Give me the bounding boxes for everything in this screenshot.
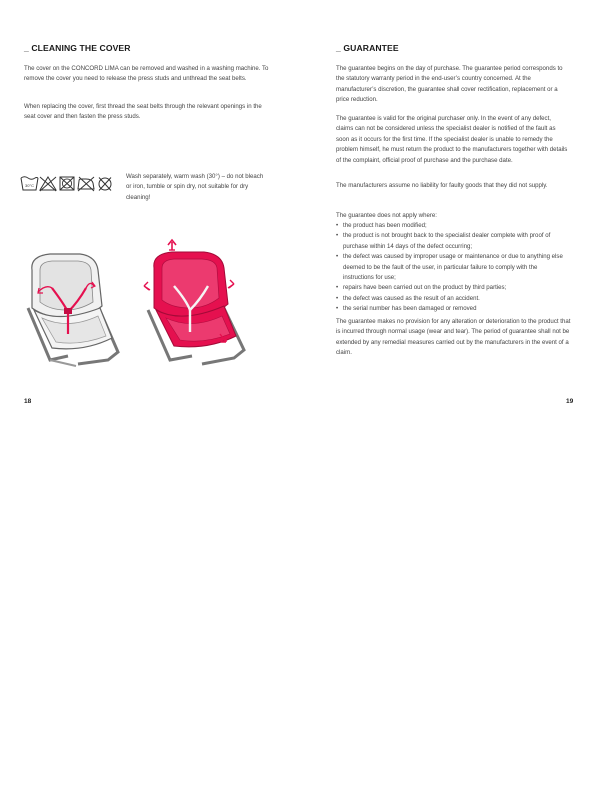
list-item: • the product has been modified; — [336, 221, 568, 231]
exclusions-list — [336, 221, 568, 315]
guarantee-paragraph-4: The guarantee makes no provision for any alteration or deterioration to the product that is incurred through normal usage (wear and tear). The period of guarantee shall not be extended by any remedial measures carried out by the manufacturers in the event of a claim. — [336, 318, 571, 357]
list-item: • the serial number has been damaged or removed — [336, 304, 568, 314]
guarantee-paragraph-3: The manufacturers assume no liability for faulty goods that they did not supply. — [336, 182, 548, 189]
seat-illustration-belts — [18, 248, 126, 376]
no-bleach-icon — [40, 177, 56, 191]
list-item: • the defect was caused as the result of an accident. — [336, 294, 568, 304]
exclusions-intro: The guarantee does not apply where: — [336, 212, 437, 219]
cleaning-paragraph-1: The cover on the CONCORD LIMA can be removed and washed in a washing machine. To remove the cover you need to release the press studs and unthread the seat belts. — [24, 65, 269, 83]
no-tumble-dry-icon — [60, 177, 74, 190]
list-item: • the product is not brought back to the specialist dealer complete with proof of purchase within 14 days of the defect occurring; — [336, 231, 568, 252]
guarantee-paragraph-2: The guarantee is valid for the original purchaser only. In the event of any defect, claims can not be considered unless the specialist dealer is notified of the fault as soon as it occurs for the first time. If the specialist dealer is unable to remedy the problem himself, he must return the product to the manufacturers together with details of the complaint, official proof of purchase and the purchase date. — [336, 115, 568, 164]
no-dry-clean-icon — [99, 178, 111, 191]
page-number-right: 19 — [566, 398, 574, 405]
care-symbols — [20, 174, 116, 192]
list-item: • repairs have been carried out on the product by third parties; — [336, 283, 568, 293]
page-number-left: 18 — [24, 398, 32, 405]
guarantee-heading: _ GUARANTEE — [336, 43, 399, 53]
list-item: • the defect was caused by improper usage or maintenance or due to anything else deemed to be the fault of the user, in particular failure to comply with the instructions for use; — [336, 252, 568, 283]
no-iron-icon — [78, 177, 94, 191]
wash-instructions: Wash separately, warm wash (30°) – do not bleach or iron, tumble or spin dry, not suitable for dry cleaning! — [126, 173, 264, 201]
wash-30-icon — [21, 177, 38, 190]
right-page — [300, 0, 600, 795]
cleaning-paragraph-2: When replacing the cover, first thread the seat belts through the relevant openings in the seat cover and then fasten the press studs. — [24, 103, 262, 121]
cleaning-heading: _ CLEANING THE COVER — [24, 43, 131, 53]
wash-temp-label: 30°C — [25, 182, 34, 188]
guarantee-paragraph-1: The guarantee begins on the day of purchase. The guarantee period corresponds to the statutory warranty period in the end-user’s country concerned. At the manufacturer’s discretion, the guarantee shall cover rectification, replacement or a price reduction. — [336, 65, 563, 104]
seat-illustration-cover-removal — [140, 238, 252, 376]
